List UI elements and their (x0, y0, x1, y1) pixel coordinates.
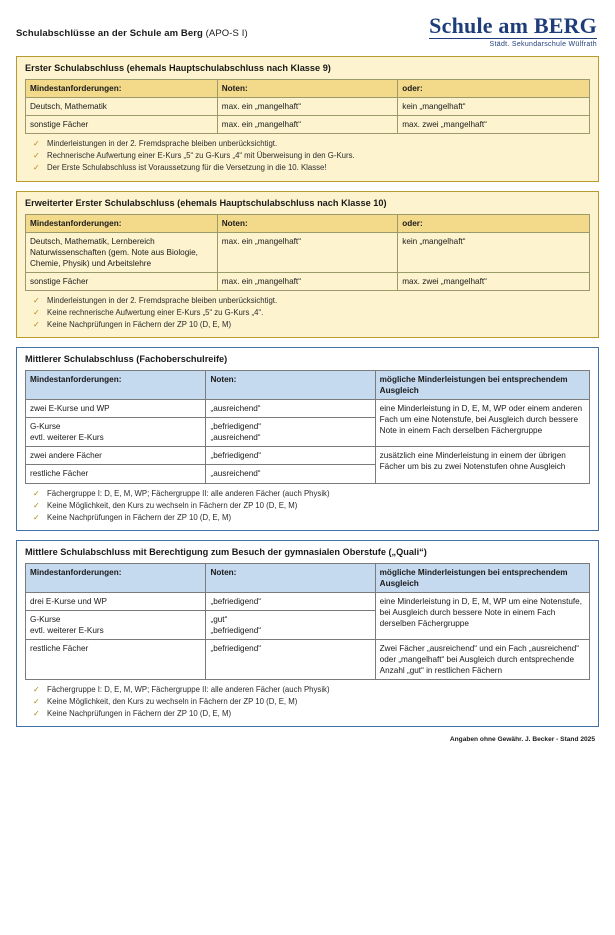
column-header: Noten: (206, 563, 375, 592)
table-header-row (26, 371, 590, 400)
column-header: Mindestanforderungen: (26, 80, 218, 98)
table-cell: „befriedigend“ (206, 592, 375, 610)
table-header-row (26, 563, 590, 592)
logo-divider (429, 38, 597, 39)
table-cell: restliche Fächer (26, 640, 206, 680)
check-icon: ✓ (33, 500, 40, 510)
column-header: Noten: (217, 214, 397, 232)
notes-list (17, 138, 598, 174)
note-item (33, 512, 590, 524)
note-item (33, 319, 590, 331)
note-item (33, 307, 590, 319)
page-title (16, 14, 248, 39)
check-icon: ✓ (33, 697, 40, 707)
column-header: Mindestanforderungen: (26, 371, 206, 400)
table-row (26, 592, 590, 610)
school-logo (429, 14, 599, 48)
table-cell: eine Minderleistung in D, E, M, WP um eine Notenstufe, bei Ausgleich durch bessere Note in einem Fach derselben Fächergruppe (375, 592, 589, 639)
table-cell: G-Kurse evtl. weiterer E-Kurs (26, 610, 206, 639)
table-cell: „befriedigend“ „ausreichend“ (206, 418, 375, 447)
table-cell: zusätzlich eine Minderleistung in einem der übrigen Fächer um bis zu zwei Notenstufen ohne Ausgleich (375, 447, 589, 483)
check-icon: ✓ (33, 295, 40, 305)
table-cell: eine Minderleistung in D, E, M, WP oder einem anderen Fach um eine Notenstufe, bei Ausgleich durch bessere Note in einem Fach derselben Fächergruppe (375, 400, 589, 447)
note-text: Rechnerische Aufwertung einer E-Kurs „5“ zu G-Kurs „4“ mit Überweisung in den G-Kurs. (47, 151, 355, 161)
note-item (33, 150, 590, 162)
logo-wordmark: Schule am BERG (429, 13, 597, 38)
note-text: Keine Nachprüfungen in Fächern der ZP 10 (D, E, M) (47, 319, 232, 329)
table-cell: max. ein „mangelhaft“ (217, 98, 397, 116)
section-title: Mittlere Schulabschluss mit Berechtigung zum Besuch der gymnasialen Oberstufe („Quali“) (25, 546, 427, 557)
table-cell: max. ein „mangelhaft“ (217, 116, 397, 134)
table-cell: Zwei Fächer „ausreichend“ und ein Fach „ausreichend“ oder „mangelhaft“ bei Ausgleich durch entsprechende Anzahl „gut“ in restlichen Fächern (375, 640, 589, 680)
check-icon: ✓ (33, 488, 40, 498)
column-header: mögliche Minderleistungen bei entsprechendem Ausgleich (375, 563, 589, 592)
note-text: Minderleistungen in der 2. Fremdsprache bleiben unberücksichtigt. (47, 139, 278, 149)
table-cell: „ausreichend“ (206, 465, 375, 483)
check-icon: ✓ (33, 709, 40, 719)
table-cell: sonstige Fächer (26, 272, 218, 290)
note-text: Keine Nachprüfungen in Fächern der ZP 10 (D, E, M) (47, 709, 232, 719)
note-item (33, 162, 590, 174)
table-header-row (26, 80, 590, 98)
requirements-table (25, 214, 590, 291)
column-header: Noten: (217, 80, 397, 98)
table-cell: Deutsch, Mathematik, Lernbereich Naturwissenschaften (gem. Note aus Biologie, Chemie, Physik) und Arbeitslehre (26, 232, 218, 272)
section-title: Erster Schulabschluss (ehemals Hauptschulabschluss nach Klasse 9) (25, 63, 331, 74)
table-row (26, 232, 590, 272)
note-text: Keine rechnerische Aufwertung einer E-Kurs „5“ zu G-Kurs „4“. (47, 307, 264, 317)
section-block (16, 56, 599, 181)
table-cell: „befriedigend“ (206, 447, 375, 465)
check-icon: ✓ (33, 685, 40, 695)
table-row (26, 400, 590, 418)
notes-list (17, 488, 598, 524)
table-row (26, 272, 590, 290)
note-item (33, 708, 590, 720)
notes-list (17, 295, 598, 331)
note-text: Keine Möglichkeit, den Kurs zu wechseln in Fächern der ZP 10 (D, E, M) (47, 697, 298, 707)
section-title: Mittlerer Schulabschluss (Fachoberschulreife) (25, 354, 228, 365)
table-cell: zwei andere Fächer (26, 447, 206, 465)
table-cell: „befriedigend“ (206, 640, 375, 680)
check-icon: ✓ (33, 512, 40, 522)
note-text: Keine Nachprüfungen in Fächern der ZP 10 (D, E, M) (47, 512, 232, 522)
section-title: Erweiterter Erster Schulabschluss (ehemals Hauptschulabschluss nach Klasse 10) (25, 197, 387, 208)
note-item (33, 138, 590, 150)
table-cell: „gut“ „befriedigend“ (206, 610, 375, 639)
check-icon: ✓ (33, 139, 40, 149)
column-header: Mindestanforderungen: (26, 214, 218, 232)
note-text: Minderleistungen in der 2. Fremdsprache bleiben unberücksichtigt. (47, 295, 278, 305)
table-cell: max. zwei „mangelhaft“ (398, 272, 590, 290)
section-block (16, 540, 599, 728)
requirements-table (25, 563, 590, 681)
footer-note: Angaben ohne Gewähr. J. Becker - Stand 2025 (449, 736, 595, 744)
requirements-table (25, 370, 590, 483)
note-text: Keine Möglichkeit, den Kurs zu wechseln in Fächern der ZP 10 (D, E, M) (47, 500, 298, 510)
table-cell: max. zwei „mangelhaft“ (398, 116, 590, 134)
table-row (26, 116, 590, 134)
note-item (33, 696, 590, 708)
table-cell: sonstige Fächer (26, 116, 218, 134)
column-header: Mindestanforderungen: (26, 563, 206, 592)
column-header: oder: (398, 80, 590, 98)
table-row (26, 640, 590, 680)
section-block (16, 347, 599, 531)
note-text: Der Erste Schulabschluss ist Voraussetzung für die Versetzung in die 10. Klasse! (47, 163, 327, 173)
check-icon: ✓ (33, 319, 40, 329)
column-header: Noten: (206, 371, 375, 400)
requirements-table (25, 79, 590, 134)
sections-container (16, 56, 599, 727)
note-item (33, 295, 590, 307)
notes-list (17, 684, 598, 720)
table-row (26, 447, 590, 465)
column-header: mögliche Minderleistungen bei entsprechendem Ausgleich (375, 371, 589, 400)
table-cell: „ausreichend“ (206, 400, 375, 418)
page-title-suffix: (APO-S I) (205, 28, 248, 39)
section-block (16, 191, 599, 339)
table-cell: drei E-Kurse und WP (26, 592, 206, 610)
note-item (33, 684, 590, 696)
table-cell: restliche Fächer (26, 465, 206, 483)
note-item (33, 488, 590, 500)
table-cell: max. ein „mangelhaft“ (217, 272, 397, 290)
check-icon: ✓ (33, 163, 40, 173)
page-title-bold: Schulabschlüsse an der Schule am Berg (16, 28, 203, 39)
table-cell: zwei E-Kurse und WP (26, 400, 206, 418)
document-header (16, 14, 599, 48)
column-header: oder: (398, 214, 590, 232)
check-icon: ✓ (33, 151, 40, 161)
check-icon: ✓ (33, 307, 40, 317)
logo-subtitle: Städt. Sekundarschule Wülfrath (489, 41, 597, 49)
table-row (26, 98, 590, 116)
note-text: Fächergruppe I: D, E, M, WP; Fächergruppe II: alle anderen Fächer (auch Physik) (47, 685, 330, 695)
note-text: Fächergruppe I: D, E, M, WP; Fächergruppe II: alle anderen Fächer (auch Physik) (47, 488, 330, 498)
table-cell: max. ein „mangelhaft“ (217, 232, 397, 272)
table-cell: kein „mangelhaft“ (398, 232, 590, 272)
note-item (33, 500, 590, 512)
table-cell: kein „mangelhaft“ (398, 98, 590, 116)
table-header-row (26, 214, 590, 232)
table-cell: Deutsch, Mathematik (26, 98, 218, 116)
table-cell: G-Kurse evtl. weiterer E-Kurs (26, 418, 206, 447)
